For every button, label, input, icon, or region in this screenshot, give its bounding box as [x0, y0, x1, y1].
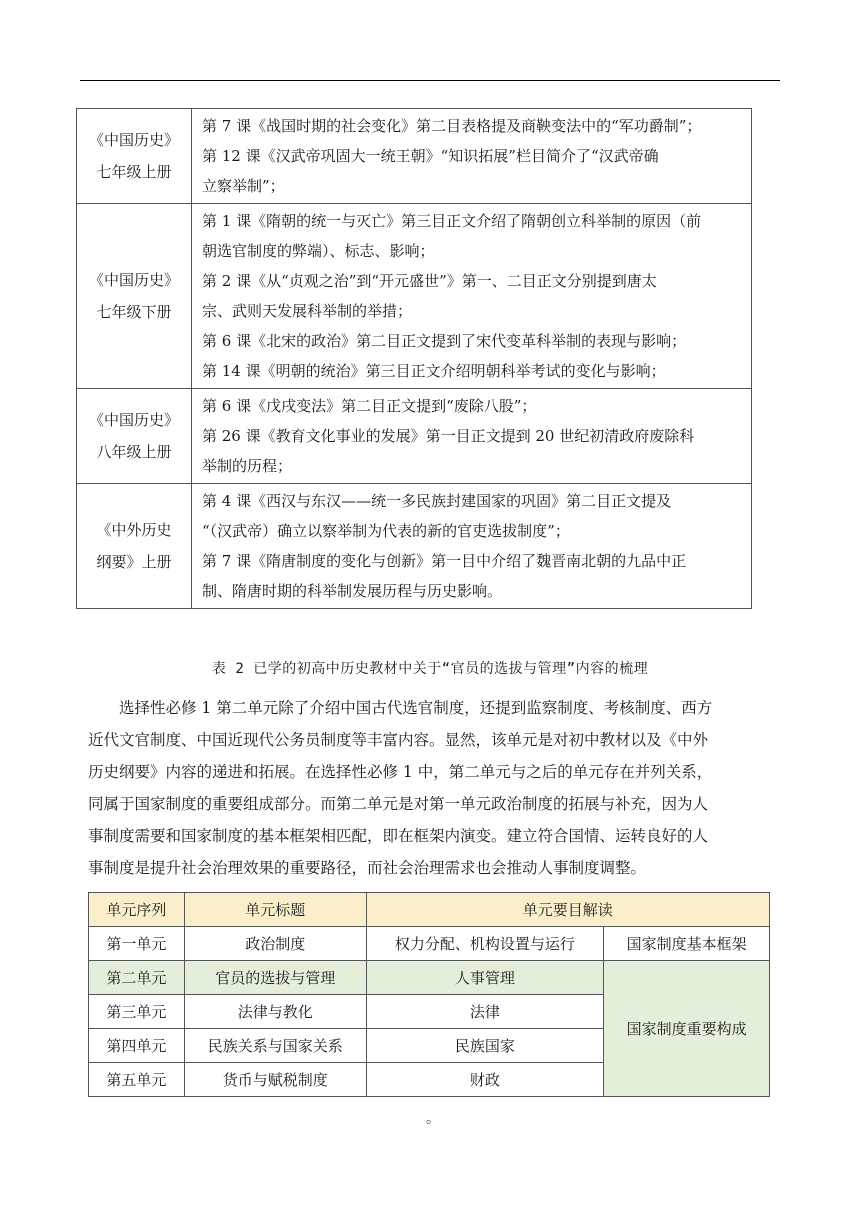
unit-group-cell: 国家制度重要构成 — [604, 961, 770, 1097]
unit-reading-cell: 人事管理 — [366, 961, 604, 995]
table-row — [77, 109, 752, 204]
footer-mark: 。 — [426, 1111, 440, 1127]
content-line: 第 12 课《汉武帝巩固大一统王朝》“知识拓展”栏目简介了“汉武帝确 — [202, 147, 659, 165]
content-cell — [192, 389, 752, 484]
header-rule — [80, 80, 780, 81]
content-line: 第 4 课《西汉与东汉——统一多民族封建国家的巩固》第二目正文提及 — [202, 492, 672, 510]
table-row — [89, 927, 770, 961]
unit-sequence-cell: 第二单元 — [89, 961, 185, 995]
unit-title-cell: 民族关系与国家关系 — [184, 1029, 366, 1063]
table-row — [77, 204, 752, 389]
textbook-content-table — [76, 108, 752, 609]
unit-sequence-cell: 第五单元 — [89, 1063, 185, 1097]
content-cell — [192, 109, 752, 204]
content-line: 第 1 课《隋朝的统一与灭亡》第三目正文介绍了隋朝创立科举制的原因（前 — [202, 212, 702, 230]
paragraph-line: 历史纲要》内容的递进和拓展。在选择性必修 1 中，第二单元与之后的单元存在并列关系， — [88, 763, 713, 781]
unit-title-cell: 法律与教化 — [184, 995, 366, 1029]
textbook-name: 《中国历史》 — [88, 411, 179, 429]
content-line: 立察举制”； — [202, 177, 285, 195]
body-paragraph — [88, 692, 788, 884]
paragraph-line: 选择性必修 1 第二单元除了介绍中国古代选官制度，还提到监察制度、考核制度、西方 — [119, 699, 713, 717]
unit-reading-cell: 财政 — [366, 1063, 604, 1097]
content-line: 举制的历程； — [202, 457, 293, 475]
unit-title-cell: 官员的选拔与管理 — [184, 961, 366, 995]
table-row — [77, 484, 752, 609]
paragraph-line: 事制度是提升社会治理效果的重要路径，而社会治理需求也会推动人事制度调整。 — [88, 859, 647, 877]
textbook-volume: 七年级下册 — [96, 303, 172, 321]
content-line: 第 6 课《北宋的政治》第二目正文提到了宋代变革科举制的表现与影响； — [202, 332, 687, 350]
paragraph-line: 事制度需要和国家制度的基本框架相匹配，即在框架内演变。建立符合国情、运转良好的人 — [88, 827, 709, 845]
unit-sequence-cell: 第一单元 — [89, 927, 185, 961]
textbook-name: 《中外历史 — [96, 521, 172, 539]
table-row — [89, 961, 770, 995]
textbook-cell — [77, 109, 192, 204]
content-line: 第 7 课《隋唐制度的变化与创新》第一目中介绍了魏晋南北朝的九品中正 — [202, 552, 687, 570]
textbook-name: 《中国历史》 — [88, 131, 179, 149]
content-cell — [192, 484, 752, 609]
content-line: 第 6 课《戊戌变法》第二目正文提到“废除八股”； — [202, 397, 537, 415]
paragraph-line: 近代文官制度、中国近现代公务员制度等丰富内容。显然，该单元是对初中教材以及《中外 — [88, 731, 709, 749]
table-header-row — [89, 893, 770, 927]
content-line: 宗、武则天发展科举制的举措； — [202, 302, 413, 320]
content-line: “（汉武帝）确立以察举制为代表的新的官吏选拔制度”； — [202, 522, 570, 540]
textbook-cell — [77, 204, 192, 389]
textbook-cell — [77, 484, 192, 609]
content-line: 第 26 课《教育文化事业的发展》第一目正文提到 20 世纪初清政府废除科 — [202, 427, 695, 445]
unit-reading-cell: 权力分配、机构设置与运行 — [366, 927, 604, 961]
unit-sequence-cell: 第三单元 — [89, 995, 185, 1029]
textbook-cell — [77, 389, 192, 484]
textbook-volume: 七年级上册 — [96, 163, 172, 181]
unit-sequence-cell: 第四单元 — [89, 1029, 185, 1063]
header-unit-reading: 单元要目解读 — [366, 893, 769, 927]
header-unit-sequence: 单元序列 — [89, 893, 185, 927]
unit-reading-cell: 民族国家 — [366, 1029, 604, 1063]
content-line: 朝选官制度的弊端）、标志、影响； — [202, 242, 435, 260]
content-line: 第 14 课《明朝的统治》第三目正文介绍明朝科举考试的变化与影响； — [202, 362, 666, 380]
content-line: 第 2 课《从“贞观之治”到“开元盛世”》第一、二目正文分别提到唐太 — [202, 272, 657, 290]
table-row — [77, 389, 752, 484]
textbook-volume: 八年级上册 — [96, 443, 172, 461]
textbook-name: 《中国历史》 — [88, 271, 179, 289]
unit-structure-table — [88, 892, 770, 1097]
header-unit-title: 单元标题 — [184, 893, 366, 927]
table-caption: 表 2 已学的初高中历史教材中关于“官员的选拔与管理”内容的梳理 — [211, 661, 649, 677]
content-cell — [192, 204, 752, 389]
unit-title-cell: 政治制度 — [184, 927, 366, 961]
textbook-volume: 纲要》上册 — [96, 553, 172, 571]
unit-group-cell: 国家制度基本框架 — [604, 927, 770, 961]
content-line: 制、隋唐时期的科举制发展历程与历史影响。 — [202, 582, 503, 600]
unit-title-cell: 货币与赋税制度 — [184, 1063, 366, 1097]
unit-reading-cell: 法律 — [366, 995, 604, 1029]
content-line: 第 7 课《战国时期的社会变化》第二目表格提及商鞅变法中的“军功爵制”； — [202, 117, 702, 135]
paragraph-line: 同属于国家制度的重要组成部分。而第二单元是对第一单元政治制度的拓展与补充，因为人 — [88, 795, 709, 813]
